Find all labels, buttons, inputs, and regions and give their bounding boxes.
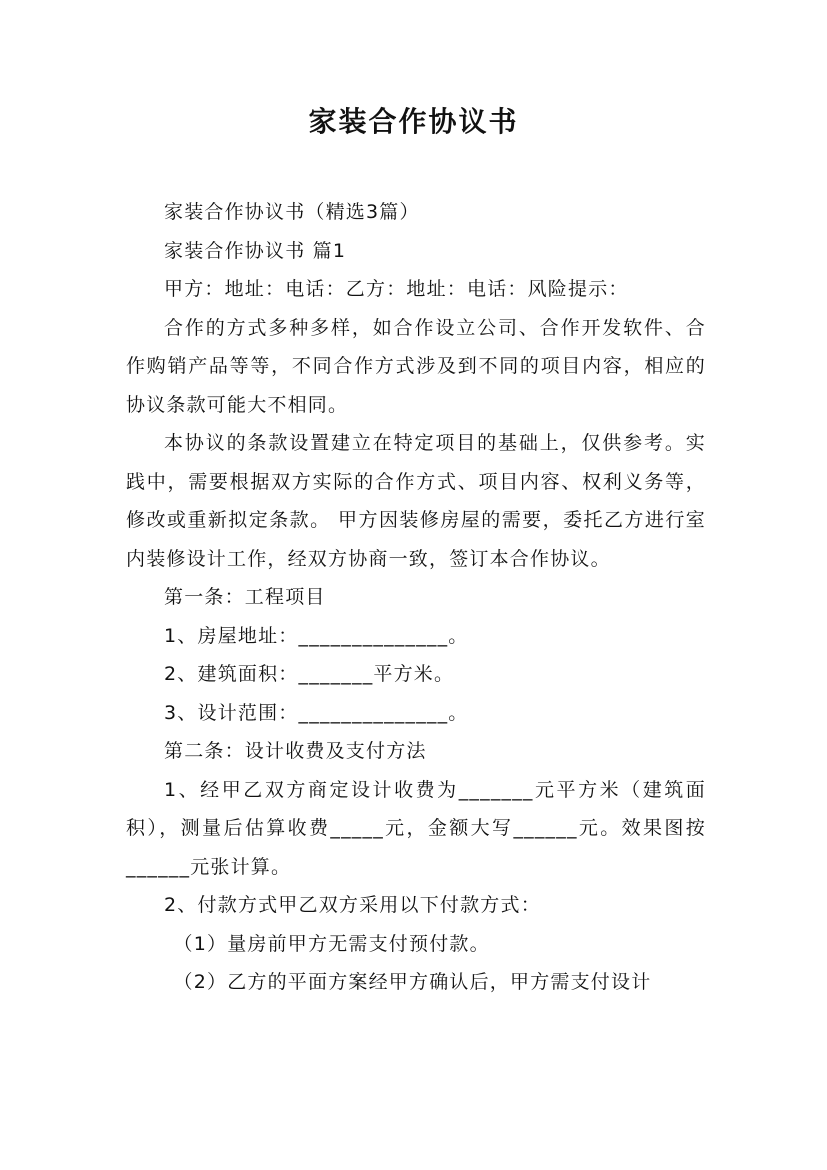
document-title: 家装合作协议书: [308, 105, 519, 138]
document-body: [126, 193, 706, 1002]
paragraph-payment-method: 2、付款方式甲乙双方采用以下付款方式：: [164, 894, 541, 916]
paragraph-design-scope: 3、设计范围：______________。: [164, 701, 469, 724]
paragraph-article-one: 第一条：工程项目: [164, 586, 326, 608]
paragraph-risk-note: 合作的方式多种多样，如合作设立公司、合作开发软件、合作购销产品等等，不同合作方式涉及到不同的项目内容，相应的协议条款可能大不相同。: [126, 316, 706, 416]
paragraph-house-address: 1、房屋地址：______________。: [164, 624, 469, 647]
paragraph-design-fee: 1、经甲乙双方商定设计收费为_______元平方米（建筑面积），测量后估算收费_____元，金额大写______元。效果图按______元张计算。: [126, 778, 706, 878]
paragraph-parties: 甲方：地址：电话：乙方：地址：电话：风险提示：: [164, 278, 629, 300]
paragraph-subtitle: 家装合作协议书（精选3篇）: [164, 201, 420, 223]
paragraph-payment-step-2: （2）乙方的平面方案经甲方确认后，甲方需支付设计: [173, 971, 652, 993]
paragraph-article-two: 第二条：设计收费及支付方法: [164, 740, 427, 762]
paragraph-section-heading: 家装合作协议书 篇1: [164, 239, 347, 262]
paragraph-building-area: 2、建筑面积：_______平方米。: [164, 663, 455, 685]
paragraph-payment-step-1: （1）量房前甲方无需支付预付款。: [173, 932, 490, 955]
paragraph-terms-basis: 本协议的条款设置建立在特定项目的基础上，仅供参考。实践中，需要根据双方实际的合作方式、项目内容、权利义务等，修改或重新拟定条款。 甲方因装修房屋的需要，委托乙方进行室内装修设计工作，经双方协商一致，签订本合作协议。: [126, 432, 706, 570]
